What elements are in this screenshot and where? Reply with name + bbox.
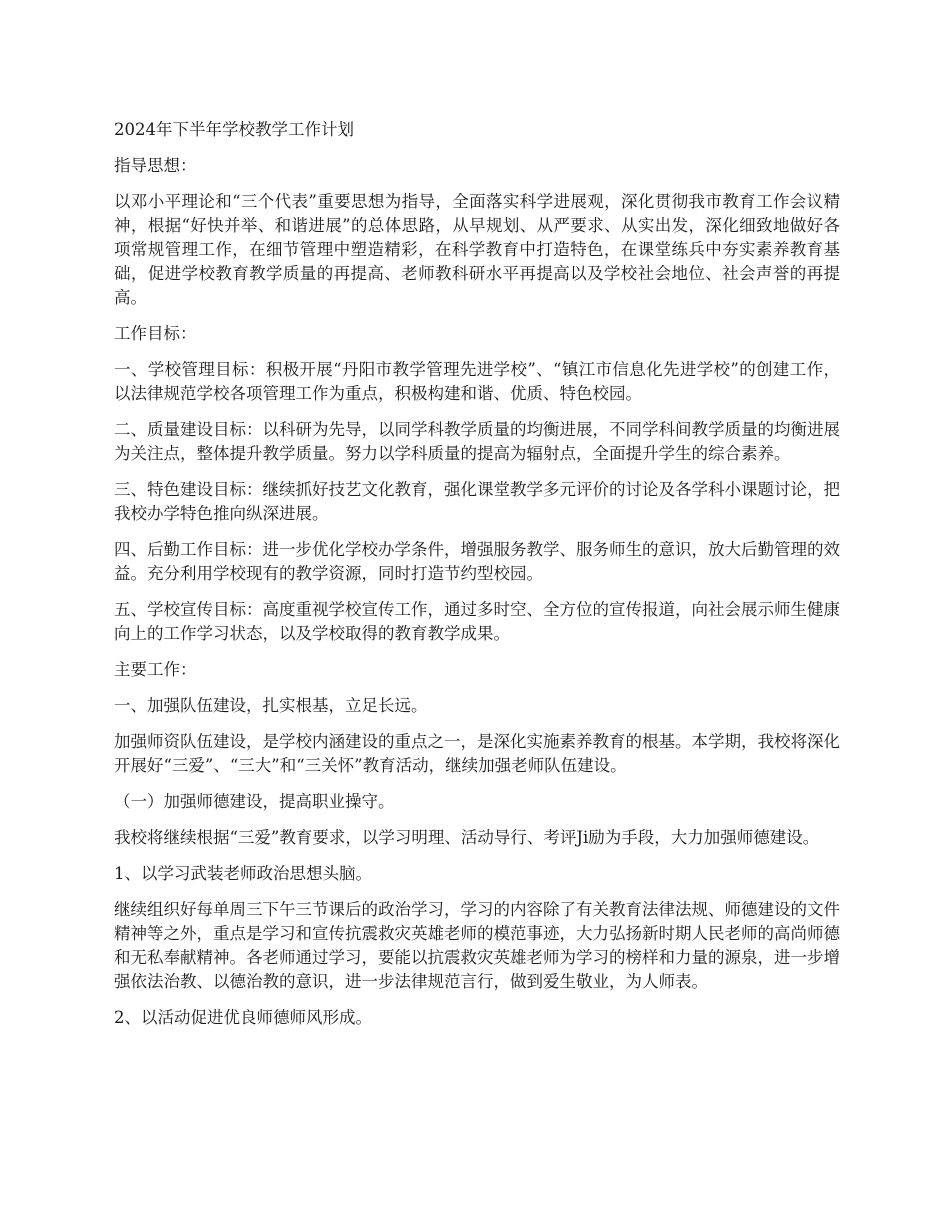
paragraph: 四、后勤工作目标：进一步优化学校办学条件，增强服务教学、服务师生的意识，放大后勤管理的效益。充分利用学校现有的教学资源，同时打造节约型校园。 [114, 540, 840, 583]
section-heading-guiding-ideology: 指导思想： [114, 156, 197, 175]
section-heading-work-goals: 工作目标： [114, 324, 197, 343]
paragraph: 我校将继续根据“三爱”教育要求，以学习明理、活动导行、考评Ji励为手段，大力加强师德建设。 [114, 828, 820, 847]
paragraph: 五、学校宣传目标：高度重视学校宣传工作，通过多时空、全方位的宣传报道，向社会展示师生健康向上的工作学习状态，以及学校取得的教育教学成果。 [114, 600, 840, 643]
paragraph: 2、以活动促进优良师德师风形成。 [114, 1008, 372, 1027]
document-page [114, 118, 840, 1042]
paragraph: 一、学校管理目标：积极开展“丹阳市教学管理先进学校”、“镇江市信息化先进学校”的创建工作，以法律规范学校各项管理工作为重点，积极构建和谐、优质、特色校园。 [114, 360, 840, 403]
document-title: 2024年下半年学校教学工作计划 [114, 120, 354, 139]
section-heading-main-work: 主要工作： [114, 660, 197, 679]
paragraph: 加强师资队伍建设，是学校内涵建设的重点之一，是深化实施素养教育的根基。本学期，我校将深化开展好“三爱”、“三大”和“三关怀”教育活动，继续加强老师队伍建设。 [114, 732, 840, 775]
paragraph: 三、特色建设目标：继续抓好技艺文化教育，强化课堂教学多元评价的讨论及各学科小课题讨论，把我校办学特色推向纵深进展。 [114, 480, 840, 523]
paragraph: 二、质量建设目标：以科研为先导，以同学科教学质量的均衡进展，不同学科间教学质量的均衡进展为关注点，整体提升教学质量。努力以学科质量的提高为辐射点，全面提升学生的综合素养。 [114, 420, 840, 463]
paragraph: （一）加强师德建设，提高职业操守。 [114, 792, 395, 811]
paragraph: 以邓小平理论和“三个代表”重要思想为指导，全面落实科学进展观，深化贯彻我市教育工作会议精神，根据“好快并举、和谐进展”的总体思路，从早规划、从严要求、从实出发，深化细致地做好各项常规管理工作，在细节管理中塑造精彩，在科学教育中打造特色，在课堂练兵中夯实素养教育基础，促进学校教育教学质量的再提高、老师教科研水平再提高以及学校社会地位、社会声誉的再提高。 [114, 192, 840, 307]
paragraph: 一、加强队伍建设，扎实根基，立足长远。 [114, 696, 428, 715]
paragraph: 继续组织好每单周三下午三节课后的政治学习，学习的内容除了有关教育法律法规、师德建设的文件精神等之外，重点是学习和宣传抗震救灾英雄老师的模范事迹，大力弘扬新时期人民老师的高尚师德和无私奉献精神。各老师通过学习，要能以抗震救灾英雄老师为学习的榜样和力量的源泉，进一步增强依法治教、以德治教的意识，进一步法律规范言行，做到爱生敬业，为人师表。 [114, 900, 840, 991]
paragraph: 1、以学习武装老师政治思想头脑。 [114, 864, 372, 883]
